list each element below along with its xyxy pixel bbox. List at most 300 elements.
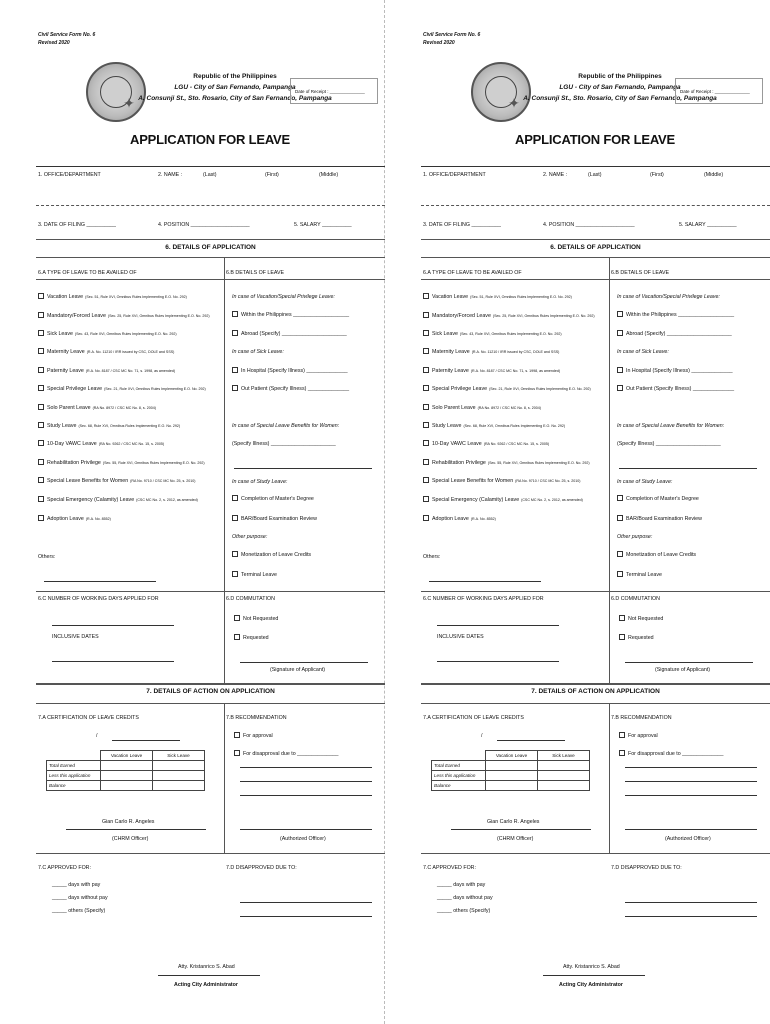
section-6b-title: 6.B DETAILS OF LEAVE: [611, 270, 670, 276]
leave-type-item[interactable]: [423, 330, 562, 338]
table-cell: [47, 751, 101, 761]
table-cell[interactable]: [538, 761, 590, 771]
leave-type-reference: (Sec. 25, Rule XVI, Omnibus Rules Implementing E.O. No. 292): [107, 314, 210, 318]
as-of-label: /: [96, 733, 98, 739]
outpatient-checkbox[interactable]: [232, 385, 238, 391]
leave-type-checkbox[interactable]: [423, 477, 429, 483]
leave-type-item[interactable]: [423, 367, 560, 375]
leave-type-checkbox[interactable]: [423, 385, 429, 391]
table-cell[interactable]: [486, 781, 538, 791]
leave-type-name: Sick Leave: [47, 331, 73, 337]
divider: [36, 853, 385, 854]
leave-type-name: Special Leave Benefits for Women: [47, 478, 129, 484]
hr-officer-role: (CHRM Officer): [497, 836, 534, 842]
leave-type-name: Paternity Leave: [432, 368, 469, 374]
leave-type-item[interactable]: [38, 293, 187, 301]
date-filing-field[interactable]: 3. DATE OF FILING __________: [423, 222, 501, 228]
table-row: [47, 771, 205, 781]
leave-type-item[interactable]: [38, 515, 111, 523]
others-line[interactable]: [429, 581, 541, 582]
divider: [421, 853, 770, 854]
days-without-pay-field[interactable]: _____ days without pay: [52, 895, 108, 901]
leave-type-reference: (RA No. 9262 / CSC MC No. 15, s. 2005): [98, 442, 165, 446]
reason-line[interactable]: [625, 767, 757, 768]
receipt-label: Date of Receipt : ______________: [680, 89, 750, 94]
leave-type-item[interactable]: [423, 422, 565, 430]
approval-checkbox[interactable]: [234, 732, 240, 738]
illness-line[interactable]: [619, 468, 757, 469]
inclusive-dates-line[interactable]: [52, 661, 174, 662]
section-7d-title: 7.D DISAPPROVED DUE TO:: [226, 865, 297, 871]
leave-type-reference: (RA No. 9262 / CSC MC No. 15, s. 2005): [483, 442, 550, 446]
reason-line[interactable]: [240, 767, 372, 768]
leave-type-item[interactable]: [423, 385, 591, 393]
less-application-label: Less this application: [47, 771, 101, 781]
section-6c-title: 6.C NUMBER OF WORKING DAYS APPLIED FOR: [38, 596, 159, 602]
outpatient-checkbox[interactable]: [617, 385, 623, 391]
vacation-col-header: Vacation Leave: [101, 751, 153, 761]
divider: [36, 703, 385, 704]
authorized-officer-role: (Authorized Officer): [280, 836, 326, 842]
table-cell[interactable]: [101, 771, 153, 781]
leave-type-checkbox[interactable]: [423, 440, 429, 446]
as-of-line[interactable]: [497, 740, 565, 741]
masters-checkbox[interactable]: [617, 495, 623, 501]
section-7a-title: 7.A CERTIFICATION OF LEAVE CREDITS: [423, 715, 524, 721]
leave-type-checkbox[interactable]: [423, 459, 429, 465]
section-6-title: 6. DETAILS OF APPLICATION: [165, 244, 256, 251]
within-checkbox[interactable]: [232, 311, 238, 317]
table-cell[interactable]: [101, 761, 153, 771]
balance-label: Balance: [47, 781, 101, 791]
leave-type-checkbox[interactable]: [423, 312, 429, 318]
masters-label: Completion of Master's Degree: [241, 496, 314, 502]
leave-type-name: 10-Day VAWC Leave: [432, 441, 482, 447]
divider: [421, 205, 770, 206]
abroad-checkbox[interactable]: [617, 330, 623, 336]
others-line[interactable]: [44, 581, 156, 582]
divider: [421, 257, 770, 258]
leave-type-item[interactable]: [423, 459, 590, 467]
form-number: [38, 31, 95, 47]
leave-type-checkbox[interactable]: [38, 515, 44, 521]
section-7d-title: 7.D DISAPPROVED DUE TO:: [611, 865, 682, 871]
leave-type-checkbox[interactable]: [38, 440, 44, 446]
leave-type-reference: (R.A. No. 8187 / CSC MC No. 71, s. 1998, as amended): [85, 369, 176, 373]
monetization-label: Monetization of Leave Credits: [626, 552, 697, 558]
sick-col-header: Sick Leave: [153, 751, 205, 761]
disapproval-checkbox[interactable]: [234, 750, 240, 756]
address-text: A. Consunji St., Sto. Rosario, City of San Fernando, Pampanga: [138, 95, 332, 102]
middle-name-label: (Middle): [704, 172, 724, 178]
bar-label: BAR/Board Examination Review: [241, 516, 317, 522]
leave-type-checkbox[interactable]: [423, 496, 429, 502]
disapproval-checkbox[interactable]: [619, 750, 625, 756]
divider: [36, 239, 385, 240]
section-6a-title: 6.A TYPE OF LEAVE TO BE AVAILED OF: [38, 270, 137, 276]
abroad-checkbox[interactable]: [232, 330, 238, 336]
leave-type-reference: (CSC MC No. 2, s. 2012, as amended): [136, 498, 198, 502]
leave-type-checkbox[interactable]: [38, 293, 44, 299]
leave-type-checkbox[interactable]: [423, 404, 429, 410]
leave-type-item[interactable]: [423, 515, 496, 523]
applicant-signature-label: (Signature of Applicant): [270, 667, 326, 673]
terminal-checkbox[interactable]: [617, 571, 623, 577]
leave-type-item[interactable]: [38, 404, 156, 412]
receipt-box[interactable]: [675, 78, 763, 104]
hr-signature-line[interactable]: [451, 829, 591, 830]
section-6d-title: 6.D COMMUTATION: [611, 596, 660, 602]
section-7-title: 7. DETAILS OF ACTION ON APPLICATION: [146, 688, 275, 695]
leave-type-reference: (R.A. No. 8187 / CSC MC No. 71, s. 1998, as amended): [470, 369, 561, 373]
leave-type-checkbox[interactable]: [423, 515, 429, 521]
table-cell[interactable]: [538, 781, 590, 791]
leave-type-item[interactable]: [423, 440, 549, 448]
republic-text: Republic of the Philippines: [193, 73, 277, 80]
administrator-name: Atty. Kristanrico S. Abad: [178, 964, 235, 970]
leave-type-name: Study Leave: [47, 423, 77, 429]
column-divider: [609, 257, 610, 591]
section-7c-title: 7.C APPROVED FOR:: [38, 865, 91, 871]
lgu-text: LGU - City of San Fernando, Pampanga: [559, 84, 681, 91]
administrator-signature-line[interactable]: [158, 975, 260, 976]
reason-line[interactable]: [240, 781, 372, 782]
leave-type-name: Adoption Leave: [432, 516, 469, 522]
table-row: [432, 771, 590, 781]
leave-type-name: Vacation Leave: [47, 294, 84, 300]
leave-type-name: Solo Parent Leave: [47, 405, 91, 411]
leave-type-checkbox[interactable]: [38, 330, 44, 336]
leave-type-item[interactable]: [38, 312, 210, 320]
position-field[interactable]: 4. POSITION ____________________: [158, 222, 250, 228]
abroad-label: Abroad (Specify) ______________________: [241, 331, 347, 337]
hr-officer-name: Gian Carlo R. Angeles: [102, 819, 155, 825]
middle-name-label: (Middle): [319, 172, 339, 178]
working-days-line[interactable]: [437, 625, 559, 626]
salary-field[interactable]: 5. SALARY __________: [294, 222, 352, 228]
leave-type-name: Paternity Leave: [47, 368, 84, 374]
column-divider: [224, 703, 225, 853]
specify-illness-field[interactable]: (Specify Illness) ______________________: [617, 441, 721, 447]
divider: [36, 591, 385, 592]
first-name-label: (First): [650, 172, 664, 178]
leave-type-reference: (R.A. No. 11210 / IRR issued by CSC, DOLE and SSS): [86, 350, 175, 354]
inclusive-dates-label: INCLUSIVE DATES: [52, 634, 99, 640]
working-days-line[interactable]: [52, 625, 174, 626]
column-divider: [609, 703, 610, 853]
leave-type-checkbox[interactable]: [38, 459, 44, 465]
section-6-title: 6. DETAILS OF APPLICATION: [550, 244, 641, 251]
leave-type-item[interactable]: [38, 367, 175, 375]
as-of-line[interactable]: [112, 740, 180, 741]
terminal-label: Terminal Leave: [241, 572, 277, 578]
monetization-checkbox[interactable]: [617, 551, 623, 557]
table-row: [47, 751, 205, 761]
last-name-label: (Last): [203, 172, 217, 178]
authorized-officer-role: (Authorized Officer): [665, 836, 711, 842]
masters-label: Completion of Master's Degree: [626, 496, 699, 502]
total-earned-label: Total Earned: [47, 761, 101, 771]
date-filing-field[interactable]: 3. DATE OF FILING __________: [38, 222, 116, 228]
seal-star-icon: ✦: [508, 95, 520, 111]
leave-credits-table: [46, 750, 205, 791]
leave-type-name: Mandatory/Forced Leave: [47, 313, 106, 319]
inclusive-dates-line[interactable]: [437, 661, 559, 662]
bar-label: BAR/Board Examination Review: [626, 516, 702, 522]
leave-type-checkbox[interactable]: [38, 477, 44, 483]
hospital-label: In Hospital (Specify Illness) ______________: [626, 368, 733, 374]
authorized-signature-line[interactable]: [240, 829, 372, 830]
leave-type-item[interactable]: [38, 422, 180, 430]
leave-type-reference: (RA No. 8972 / CSC MC No. 8, s. 2004): [92, 406, 156, 410]
disapproval-label: For disapproval due to ______________: [628, 751, 724, 757]
requested-checkbox[interactable]: [234, 634, 240, 640]
approval-label: For approval: [243, 733, 273, 739]
leave-type-name: Maternity Leave: [432, 349, 470, 355]
form-number-text: Civil Service Form No. 6: [38, 32, 96, 38]
hr-signature-line[interactable]: [66, 829, 206, 830]
form-body: [36, 166, 385, 1006]
leave-type-item[interactable]: [38, 459, 205, 467]
section-7b-title: 7.B RECOMMENDATION: [611, 715, 672, 721]
table-cell[interactable]: [486, 761, 538, 771]
table-row: [432, 781, 590, 791]
leave-type-reference: (R.A. No. 11210 / IRR issued by CSC, DOLE and SSS): [471, 350, 560, 354]
study-case-label: In case of Study Leave:: [232, 479, 288, 485]
others-label: Others:: [423, 554, 441, 560]
section-7c-title: 7.C APPROVED FOR:: [423, 865, 476, 871]
masters-checkbox[interactable]: [232, 495, 238, 501]
revised-text: Revised 2020: [38, 40, 70, 46]
other-purpose-label: Other purpose:: [617, 534, 653, 540]
form-copy-right: [385, 0, 770, 1024]
column-divider: [224, 591, 225, 683]
leave-type-item[interactable]: [38, 348, 174, 356]
leave-type-reference: (RA No. 9710 / CSC MC No. 25, s. 2010): [515, 479, 581, 483]
leave-type-item[interactable]: [38, 477, 196, 485]
disapproved-reason-line[interactable]: [625, 902, 757, 903]
leave-type-reference: (R.A. No. 8552): [470, 517, 496, 521]
abroad-label: Abroad (Specify) ______________________: [626, 331, 732, 337]
applicant-signature-label: (Signature of Applicant): [655, 667, 711, 673]
table-cell[interactable]: [153, 781, 205, 791]
leave-type-checkbox[interactable]: [423, 422, 429, 428]
sick-col-header: Sick Leave: [538, 751, 590, 761]
leave-credits-table: [431, 750, 590, 791]
divider: [421, 591, 770, 592]
hospital-checkbox[interactable]: [617, 367, 623, 373]
leave-type-item[interactable]: [423, 293, 572, 301]
table-cell[interactable]: [153, 771, 205, 781]
approval-checkbox[interactable]: [619, 732, 625, 738]
others-specify-field[interactable]: _____ others (Specify): [437, 908, 491, 914]
divider: [421, 683, 770, 685]
leave-type-checkbox[interactable]: [423, 367, 429, 373]
salary-field[interactable]: 5. SALARY __________: [679, 222, 737, 228]
disapproval-label: For disapproval due to ______________: [243, 751, 339, 757]
leave-type-name: Vacation Leave: [432, 294, 469, 300]
leave-type-name: Solo Parent Leave: [432, 405, 476, 411]
leave-type-name: Special Privilege Leave: [432, 386, 488, 392]
administrator-signature-line[interactable]: [543, 975, 645, 976]
leave-type-reference: (Sec. 51, Rule XVI, Omnibus Rules Implementing E.O. No. 292): [470, 295, 572, 299]
bar-checkbox[interactable]: [232, 515, 238, 521]
less-application-label: Less this application: [432, 771, 486, 781]
divider: [36, 683, 385, 685]
leave-type-checkbox[interactable]: [423, 293, 429, 299]
leave-type-reference: (Sec. 68, Rule XVI, Omnibus Rules Implementing E.O. No. 292): [78, 424, 181, 428]
section-6a-title: 6.A TYPE OF LEAVE TO BE AVAILED OF: [423, 270, 522, 276]
applicant-signature-line[interactable]: [625, 662, 753, 663]
column-divider: [609, 591, 610, 683]
not-requested-label: Not Requested: [628, 616, 664, 622]
leave-type-item[interactable]: [38, 440, 164, 448]
disapproved-reason-line[interactable]: [240, 902, 372, 903]
table-cell[interactable]: [101, 781, 153, 791]
leave-type-name: Maternity Leave: [47, 349, 85, 355]
receipt-box[interactable]: [290, 78, 378, 104]
reason-line[interactable]: [625, 781, 757, 782]
leave-type-reference: (Sec. 55, Rule XVI, Omnibus Rules Implementing E.O. No. 292): [487, 461, 590, 465]
table-cell[interactable]: [538, 771, 590, 781]
hr-officer-name: Gian Carlo R. Angeles: [487, 819, 540, 825]
leave-type-item[interactable]: [423, 477, 581, 485]
table-row: [47, 781, 205, 791]
not-requested-label: Not Requested: [243, 616, 279, 622]
receipt-label: Date of Receipt : ______________: [295, 89, 365, 94]
hr-officer-role: (CHRM Officer): [112, 836, 149, 842]
form-number-text: Civil Service Form No. 6: [423, 32, 481, 38]
days-with-pay-field[interactable]: _____ days with pay: [52, 882, 101, 888]
days-without-pay-field[interactable]: _____ days without pay: [437, 895, 493, 901]
section-6b-title: 6.B DETAILS OF LEAVE: [226, 270, 285, 276]
leave-type-item[interactable]: [423, 496, 583, 504]
specify-illness-field[interactable]: (Specify Illness) ______________________: [232, 441, 336, 447]
administrator-role: Acting City Administrator: [174, 982, 238, 988]
table-cell[interactable]: [486, 771, 538, 781]
leave-type-reference: (Sec. 21, Rule XVI, Omnibus Rules Implementing E.O. No. 292): [489, 387, 591, 391]
not-requested-checkbox[interactable]: [619, 615, 625, 621]
leave-type-reference: (RA No. 9710 / CSC MC No. 25, s. 2010): [130, 479, 196, 483]
leave-type-name: Special Emergency (Calamity) Leave: [47, 497, 135, 503]
leave-type-checkbox[interactable]: [38, 367, 44, 373]
leave-type-name: Rehabilitation Privilege: [432, 460, 486, 466]
reason-line[interactable]: [240, 795, 372, 796]
leave-type-item[interactable]: [38, 385, 206, 393]
leave-type-reference: (Sec. 55, Rule XVI, Omnibus Rules Implementing E.O. No. 292): [102, 461, 205, 465]
table-cell: [432, 751, 486, 761]
table-row: [47, 761, 205, 771]
monetization-label: Monetization of Leave Credits: [241, 552, 312, 558]
leave-type-checkbox[interactable]: [38, 348, 44, 354]
terminal-checkbox[interactable]: [232, 571, 238, 577]
leave-type-reference: (RA No. 8972 / CSC MC No. 8, s. 2004): [477, 406, 541, 410]
disapproved-reason-line[interactable]: [240, 916, 372, 917]
leave-type-reference: (Sec. 43, Rule XVI, Omnibus Rules Implementing E.O. No. 292): [459, 332, 562, 336]
within-label: Within the Philippines ___________________: [626, 312, 735, 318]
study-case-label: In case of Study Leave:: [617, 479, 673, 485]
section-7b-title: 7.B RECOMMENDATION: [226, 715, 287, 721]
leave-type-checkbox[interactable]: [38, 496, 44, 502]
days-with-pay-field[interactable]: _____ days with pay: [437, 882, 486, 888]
leave-type-reference: (R.A. No. 8552): [85, 517, 111, 521]
disapproved-reason-line[interactable]: [625, 916, 757, 917]
vacation-case-label: In case of Vacation/Special Privilege Leave:: [232, 294, 335, 300]
leave-type-name: Sick Leave: [432, 331, 458, 337]
leave-type-name: 10-Day VAWC Leave: [47, 441, 97, 447]
bar-checkbox[interactable]: [617, 515, 623, 521]
table-row: [432, 761, 590, 771]
inclusive-dates-label: INCLUSIVE DATES: [437, 634, 484, 640]
leave-type-name: Special Emergency (Calamity) Leave: [432, 497, 520, 503]
terminal-label: Terminal Leave: [626, 572, 662, 578]
leave-type-reference: (Sec. 21, Rule XVI, Omnibus Rules Implementing E.O. No. 292): [104, 387, 206, 391]
form-title: APPLICATION FOR LEAVE: [130, 132, 290, 147]
illness-line[interactable]: [234, 468, 372, 469]
leave-type-item[interactable]: [38, 496, 198, 504]
position-field[interactable]: 4. POSITION ____________________: [543, 222, 635, 228]
hospital-label: In Hospital (Specify Illness) ______________: [241, 368, 348, 374]
leave-type-item[interactable]: [423, 348, 559, 356]
leave-type-reference: (Sec. 51, Rule XVI, Omnibus Rules Implementing E.O. No. 292): [85, 295, 187, 299]
total-earned-label: Total Earned: [432, 761, 486, 771]
authorized-signature-line[interactable]: [625, 829, 757, 830]
women-case-label: In case of Special Leave Benefits for Women:: [232, 423, 340, 429]
within-checkbox[interactable]: [617, 311, 623, 317]
leave-type-checkbox[interactable]: [423, 348, 429, 354]
leave-type-name: Study Leave: [432, 423, 462, 429]
section-7-title: 7. DETAILS OF ACTION ON APPLICATION: [531, 688, 660, 695]
lgu-text: LGU - City of San Fernando, Pampanga: [174, 84, 296, 91]
leave-type-checkbox[interactable]: [38, 404, 44, 410]
monetization-checkbox[interactable]: [232, 551, 238, 557]
within-label: Within the Philippines ___________________: [241, 312, 350, 318]
office-label: 1. OFFICE/DEPARTMENT: [38, 172, 101, 178]
leave-type-name: Special Leave Benefits for Women: [432, 478, 514, 484]
table-cell[interactable]: [153, 761, 205, 771]
divider: [36, 205, 385, 206]
revised-text: Revised 2020: [423, 40, 455, 46]
leave-type-reference: (Sec. 25, Rule XVI, Omnibus Rules Implementing E.O. No. 292): [492, 314, 595, 318]
name-label: 2. NAME :: [543, 172, 568, 178]
applicant-signature-line[interactable]: [240, 662, 368, 663]
column-divider: [224, 257, 225, 591]
hospital-checkbox[interactable]: [232, 367, 238, 373]
requested-label: Requested: [243, 635, 269, 641]
others-specify-field[interactable]: _____ others (Specify): [52, 908, 106, 914]
requested-checkbox[interactable]: [619, 634, 625, 640]
office-label: 1. OFFICE/DEPARTMENT: [423, 172, 486, 178]
leave-type-item[interactable]: [423, 312, 595, 320]
leave-type-checkbox[interactable]: [423, 330, 429, 336]
leave-type-checkbox[interactable]: [38, 422, 44, 428]
leave-type-checkbox[interactable]: [38, 312, 44, 318]
vacation-case-label: In case of Vacation/Special Privilege Leave:: [617, 294, 720, 300]
leave-type-checkbox[interactable]: [38, 385, 44, 391]
other-purpose-label: Other purpose:: [232, 534, 268, 540]
not-requested-checkbox[interactable]: [234, 615, 240, 621]
reason-line[interactable]: [625, 795, 757, 796]
leave-type-item[interactable]: [423, 404, 541, 412]
as-of-label: /: [481, 733, 483, 739]
women-case-label: In case of Special Leave Benefits for Women:: [617, 423, 725, 429]
section-6d-title: 6.D COMMUTATION: [226, 596, 275, 602]
leave-type-name: Adoption Leave: [47, 516, 84, 522]
leave-type-name: Mandatory/Forced Leave: [432, 313, 491, 319]
leave-type-item[interactable]: [38, 330, 177, 338]
balance-label: Balance: [432, 781, 486, 791]
administrator-role: Acting City Administrator: [559, 982, 623, 988]
